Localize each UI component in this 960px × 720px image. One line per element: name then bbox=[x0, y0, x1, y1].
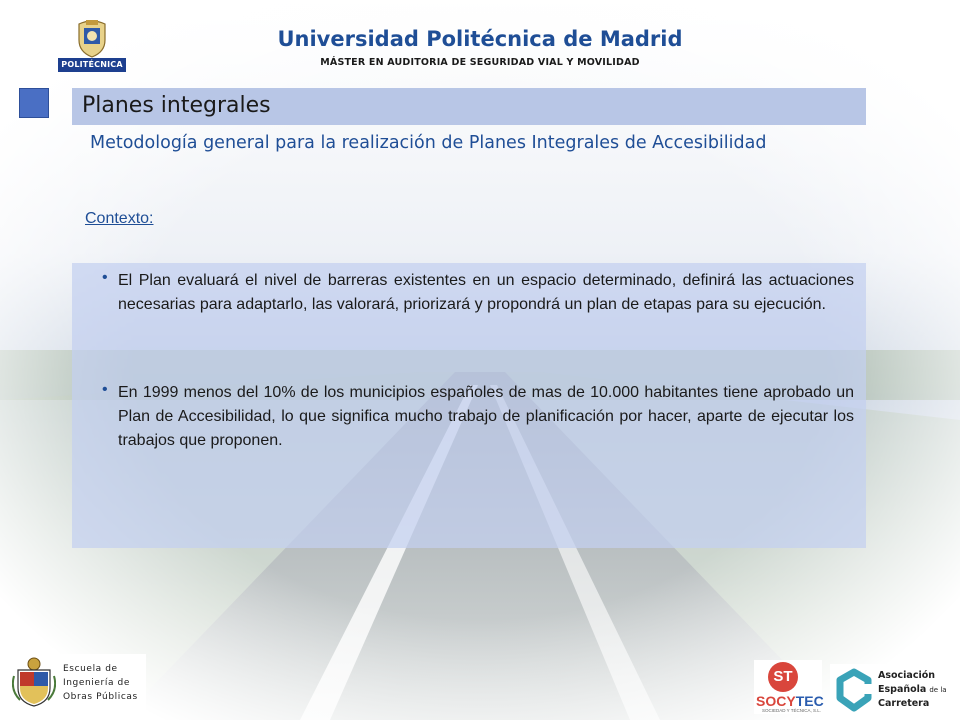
escuela-crest-icon bbox=[12, 656, 56, 708]
socytec-wordmark bbox=[756, 693, 824, 709]
section-square-marker bbox=[19, 88, 49, 118]
bullet-item bbox=[102, 269, 854, 317]
aec-name bbox=[878, 669, 947, 711]
context-label: Contexto: bbox=[85, 210, 154, 227]
escuela-logo bbox=[10, 654, 146, 710]
bullet-dot-icon: • bbox=[102, 269, 108, 286]
socytec-word-b: TEC bbox=[795, 693, 824, 709]
escuela-line-3: Obras Públicas bbox=[63, 692, 138, 702]
socytec-logo bbox=[754, 660, 822, 714]
upm-logo-tag: POLITÉCNICA bbox=[58, 58, 126, 72]
section-subtitle: Metodología general para la realización de Planes Integrales de Accesibilidad bbox=[90, 133, 767, 153]
escuela-line-2: Ingeniería de bbox=[63, 678, 130, 688]
escuela-line-1: Escuela de bbox=[63, 664, 118, 674]
section-title: Planes integrales bbox=[82, 93, 271, 118]
aec-line-2-small: de la bbox=[929, 686, 947, 694]
aec-ring-icon bbox=[834, 668, 874, 712]
masters-subtitle: MÁSTER EN AUDITORIA DE SEGURIDAD VIAL Y MOVILIDAD bbox=[320, 57, 640, 68]
section-title-bar bbox=[72, 88, 866, 125]
aec-line-3: Carretera bbox=[878, 698, 930, 709]
aec-line-2: Española bbox=[878, 684, 927, 695]
aec-line-1: Asociación bbox=[878, 670, 936, 681]
bullet-text: En 1999 menos del 10% de los municipios españoles de mas de 10.000 habitantes tiene aprobado un Plan de Accesibilidad, lo que significa mucho trabajo de planificación por hacer, aparte de ejecutar los trabajos que proponen. bbox=[118, 384, 854, 449]
university-title: Universidad Politécnica de Madrid bbox=[277, 27, 683, 51]
socytec-badge-icon: ST bbox=[768, 662, 798, 692]
content-panel bbox=[72, 263, 866, 548]
bullet-text: El Plan evaluará el nivel de barreras existentes en un espacio determinado, definirá las actuaciones necesarias para adaptarlo, las valorará, priorizará y propondrá un plan de etapas para su ejecución. bbox=[118, 272, 854, 313]
bullet-item bbox=[102, 381, 854, 453]
socytec-tagline: SOCIEDAD Y TÉCNICA, S.L. bbox=[762, 708, 822, 713]
bullet-dot-icon: • bbox=[102, 381, 108, 398]
aec-logo bbox=[830, 664, 958, 718]
escuela-name bbox=[63, 662, 138, 704]
socytec-word-a: SOCY bbox=[756, 693, 796, 709]
